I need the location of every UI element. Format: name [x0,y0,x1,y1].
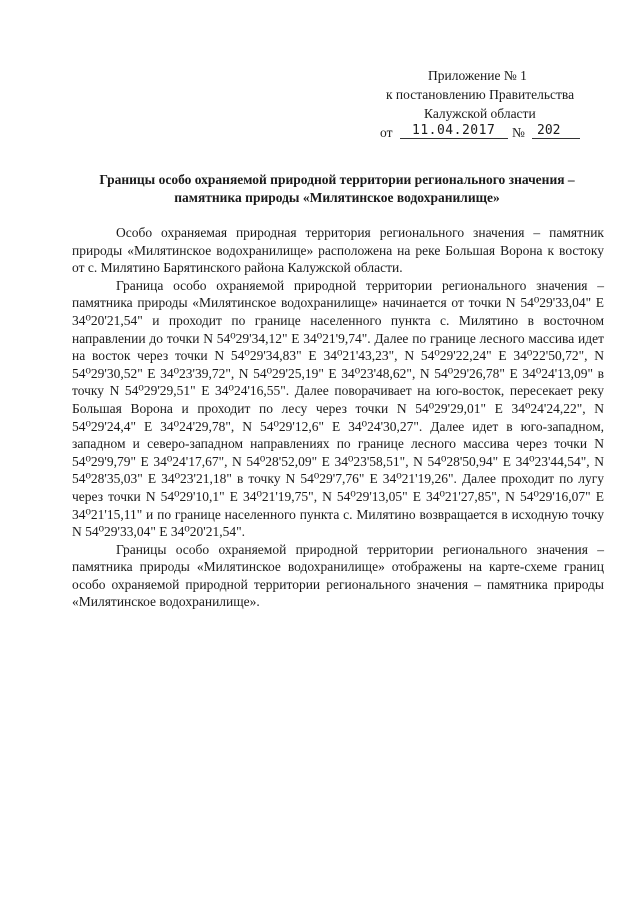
from-label: от [380,125,393,140]
document-body [72,224,604,611]
title-line-1: Границы особо охраняемой природной территории регионального значения – [99,172,575,187]
appendix-number: Приложение № 1 [428,68,527,83]
appendix-region-line: Калужской области [424,106,536,121]
appendix-resolution-line: к постановлению Правительства [386,87,575,102]
number-label: № [512,125,525,140]
paragraph-map: Границы особо охраняемой природной территории регионального значения – памятника природы «Милятинское водохранилище» отображены на карте-схеме границ особо охраняемой природной территории регионального значения – памятника природы «Милятинское водохранилище». [72,541,604,610]
paragraph-intro: Особо охраняемая природная территория регионального значения – памятник природы «Милятинское водохранилище» расположена на реке Большая Ворона к востоку от с. Милятино Барятинского района Калужской области. [72,225,604,276]
appendix-header [380,66,600,142]
appendix-date-number-line [380,123,600,142]
resolution-date: 11.04.2017 [412,123,496,138]
resolution-number: 202 [537,123,561,138]
title-line-2: памятника природы «Милятинское водохранилище» [174,190,500,205]
paragraph-boundary: Граница особо охраняемой природной территории регионального значения – памятника природы «Милятинское водохранилище» начинается от точки N 54⁰29'33,04" E 34⁰20'21,54" и проходит по границе населенного пункта с. Милятино в восточном направлении до точки N 54⁰29'34,12" E 34⁰21'9,74". Далее по границе лесного массива идет на восток через точки N 54⁰29'34,83" E 34⁰21'43,23", N 54⁰29'22,24" E 34⁰22'50,72", N 54⁰29'30,52" E 34⁰23'39,72", N 54⁰29'25,19" E 34⁰23'48,62", N 54⁰29'26,78" E 34⁰24'13,09" в точку N 54⁰29'29,51" E 34⁰24'16,55". Далее поворачивает на юго-восток, пересекает реку Большая Ворона и проходит по лесу через точки N 54⁰29'29,01" E 34⁰24'24,22", N 54⁰29'24,4" E 34⁰24'29,78", N 54⁰29'12,6" E 34⁰24'30,27". Далее идет в юго-западном, западном и северо-западном направлениях по границе лесного массива через точки N 54⁰29'9,79" E 34⁰24'17,67", N 54⁰28'52,09" E 34⁰23'58,51", N 54⁰28'50,94" E 34⁰23'44,54", N 54⁰28'35,03" E 34⁰23'21,18" в точку N 54⁰29'7,76" E 34⁰21'19,26". Далее проходит по лугу через точки N 54⁰29'10,1" E 34⁰21'19,75", N 54⁰29'13,05" E 34⁰21'27,85", N 54⁰29'16,07" E 34⁰21'15,11" и по границе населенного пункта с. Милятино возвращается в исходную точку N 54⁰29'33,04" E 34⁰20'21,54". [72,277,604,540]
document-title [72,171,602,207]
